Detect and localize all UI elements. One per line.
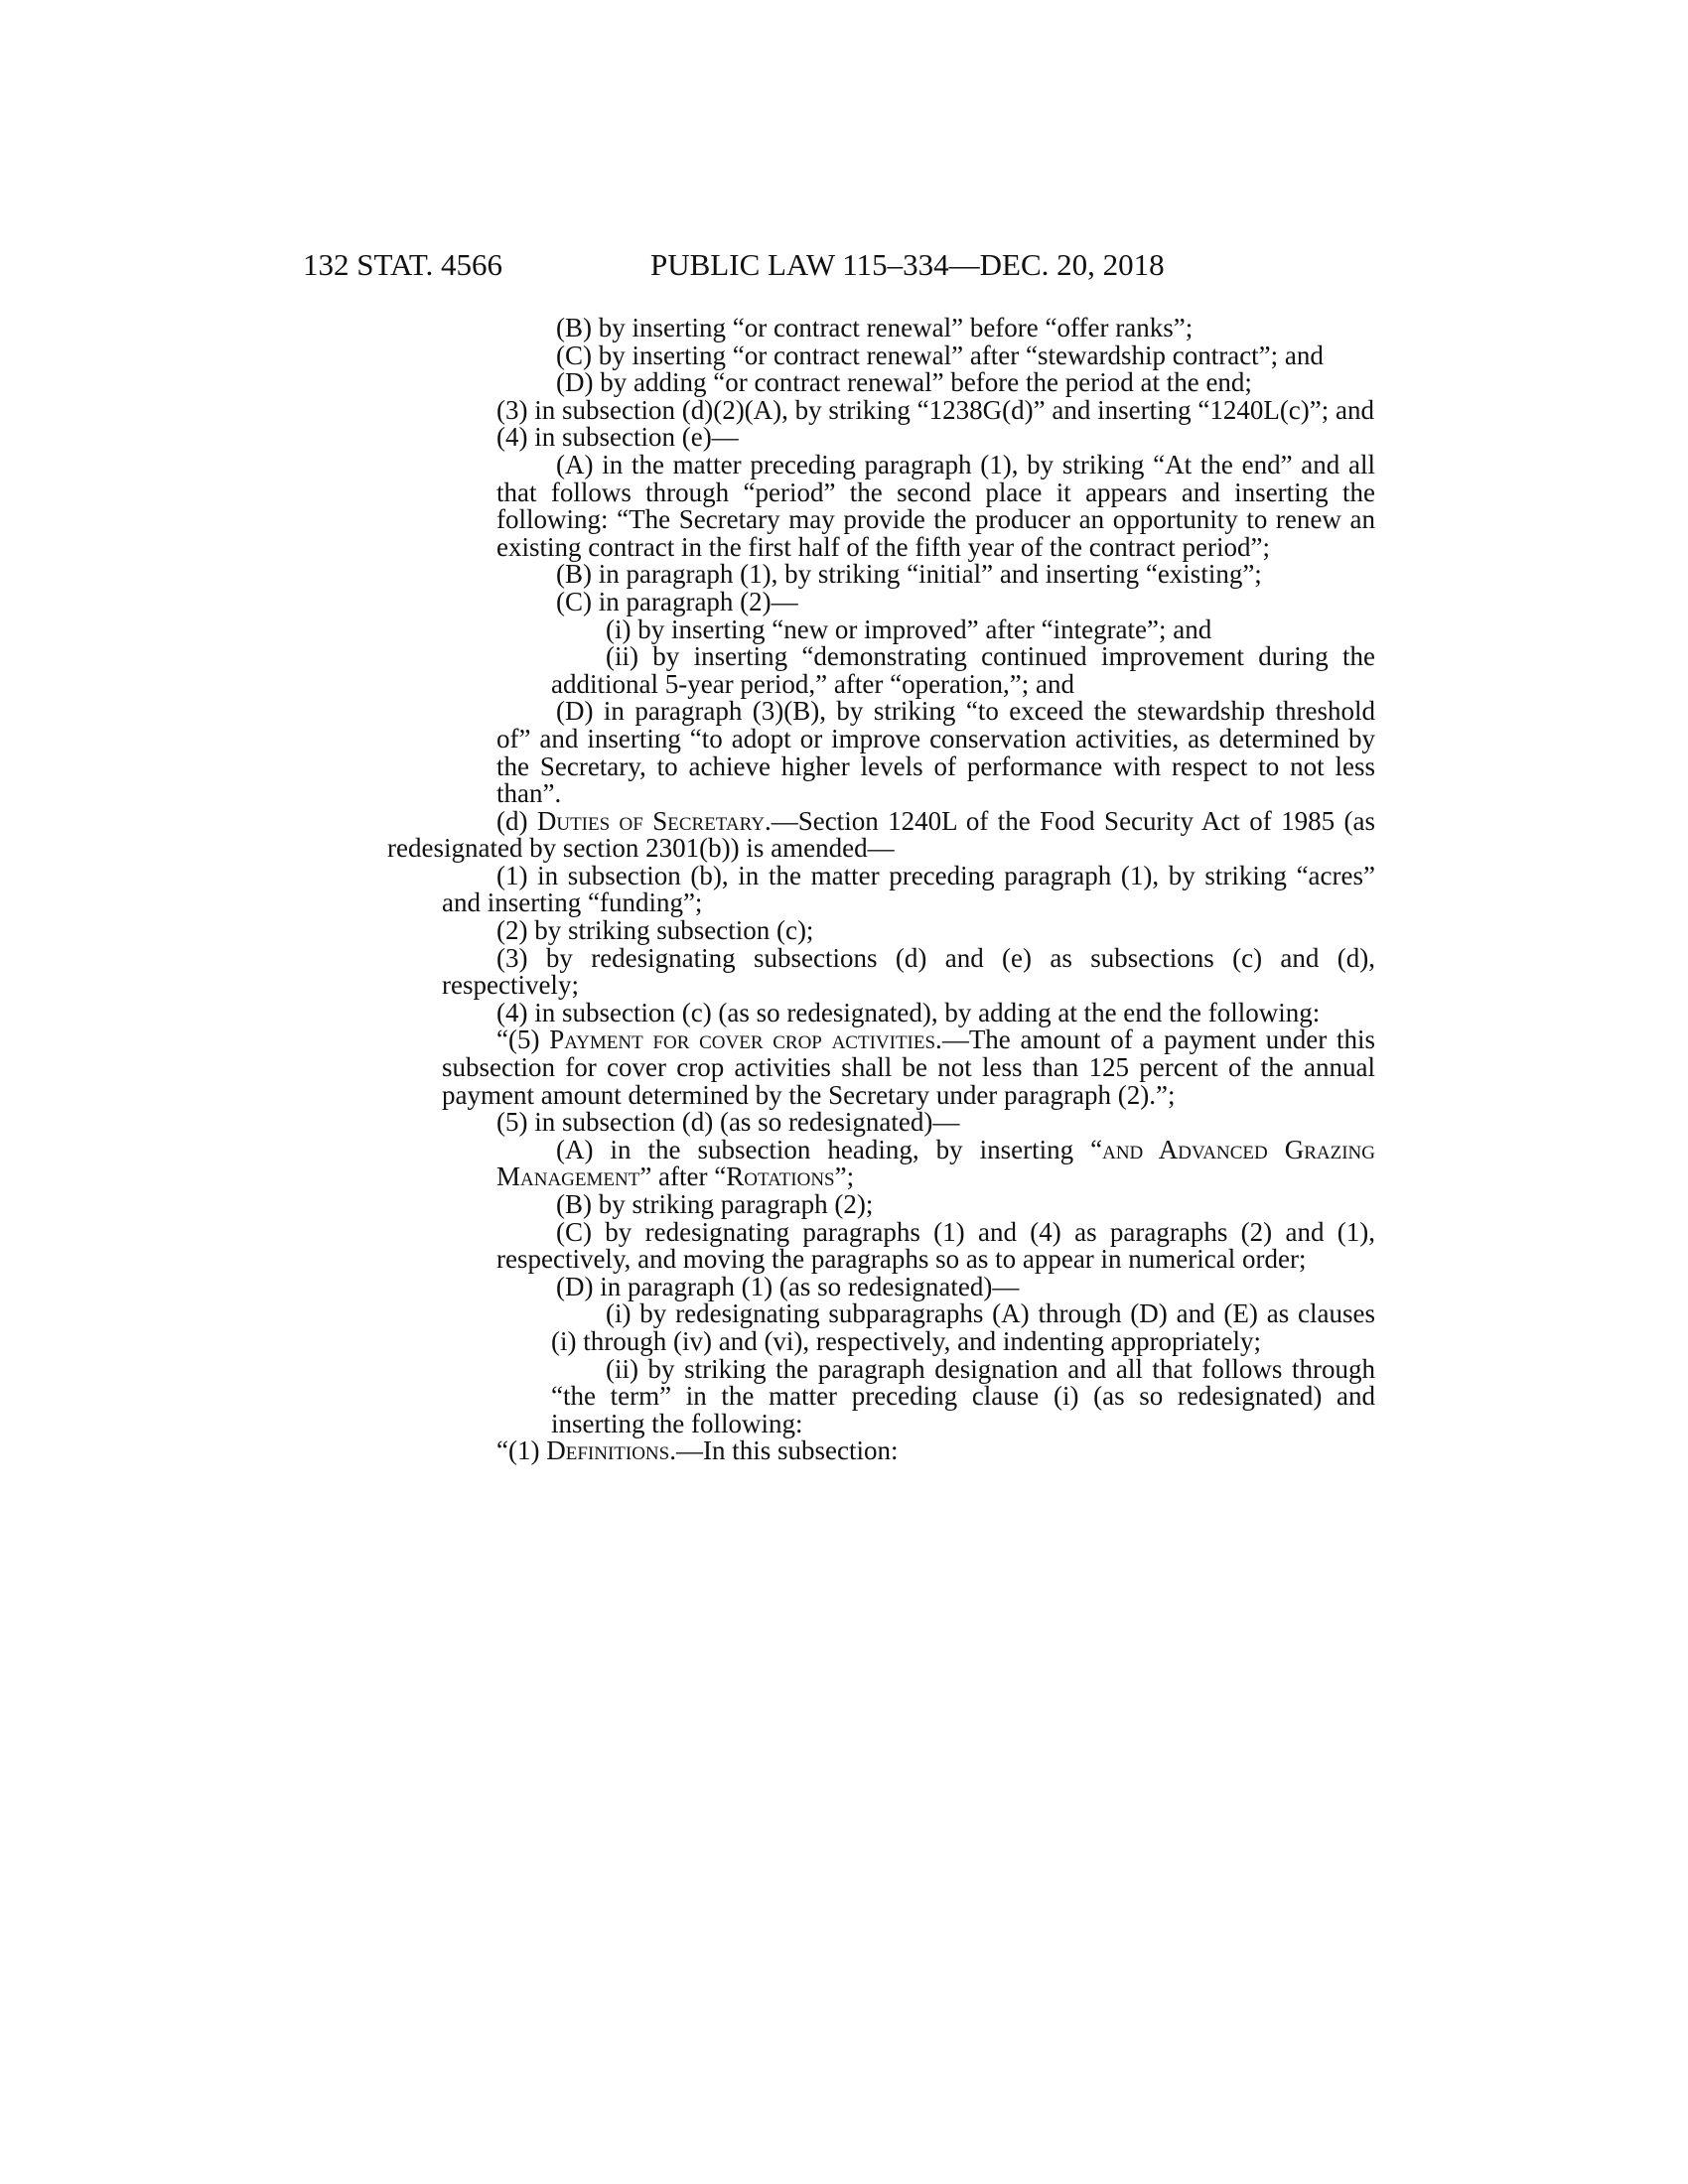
stat-citation: 132 STAT. 4566: [303, 247, 503, 282]
amendment-paragraph: (B) in paragraph (1), by striking “initial” and inserting “existing”;: [556, 559, 1262, 590]
amendment-paragraph: (B) by inserting “or contract renewal” before “offer ranks”;: [556, 313, 1194, 342]
amendment-paragraph: (4) in subsection (e)—: [496, 422, 739, 453]
amendment-paragraph: (4) in subsection (c) (as so redesignated), by adding at the end the following:: [496, 997, 1321, 1027]
amendment-paragraph: (C) by redesignating paragraphs (1) and (4) as paragraphs (2) and (1), respectively, and moving the paragraphs so as to appear in numerical order;: [496, 1216, 1375, 1275]
subsection-heading: Duties of Secretary.: [536, 805, 772, 836]
amendment-paragraph: (C) in paragraph (2)—: [556, 586, 798, 616]
amendment-paragraph: (ii) by inserting “demonstrating continued improvement during the additional 5-year period,” after “operation,”; and: [551, 641, 1375, 699]
inserted-paragraph: “(5) Payment for cover crop activities.—The amount of a payment under this subsection for cover crop activities shall be not less than 125 percent of the annual payment amount determined by the Secretary under paragraph (2).”;: [442, 1024, 1375, 1110]
amendment-paragraph: (1) in subsection (b), in the matter preceding paragraph (1), by striking “acres” and inserting “funding”;: [442, 860, 1375, 918]
amendment-paragraph: (3) by redesignating subsections (d) and (e) as subsections (c) and (d), respectively;: [442, 942, 1375, 1001]
amendment-paragraph: (2) by striking subsection (c);: [496, 915, 814, 946]
inserted-paragraph: “(1) Definitions.—In this subsection:: [496, 1435, 899, 1466]
amendment-paragraph: (ii) by striking the paragraph designation and all that follows through “the term” in the matter preceding clause (i) (as so redesignated) and inserting the following:: [551, 1353, 1375, 1438]
amendment-paragraph: (D) in paragraph (3)(B), by striking “to exceed the stewardship threshold of” and inserting “to adopt or improve conservation activities, as determined by the Secretary, to achieve higher levels of performance with respect to not less than”.: [496, 696, 1375, 809]
statute-body: [387, 313, 1375, 1466]
amendment-paragraph: (A) in the matter preceding paragraph (1), by striking “At the end” and all that follows through “period” the second place it appears and inserting the following: “The Secretary may provide the producer an opportunity to renew an existing contract in the first half of the fifth year of the contract period”;: [496, 449, 1375, 562]
subsection-d: (d) Duties of Secretary.—Section 1240L of the Food Security Act of 1985 (as redesignated by section 2301(b)) is amended—: [387, 805, 1375, 864]
amendment-paragraph: (3) in subsection (d)(2)(A), by striking “1238G(d)” and inserting “1240L(c)”; and: [496, 394, 1374, 425]
amendment-paragraph: (i) by inserting “new or improved” after “integrate”; and: [606, 614, 1212, 644]
amendment-paragraph: (i) by redesignating subparagraphs (A) through (D) and (E) as clauses (i) through (iv) and (vi), respectively, and indenting appropriately;: [551, 1298, 1375, 1356]
paragraph-heading: Payment for cover crop activities.: [549, 1024, 942, 1055]
page-header: [0, 245, 1688, 285]
amendment-paragraph: (D) in paragraph (1) (as so redesignated)—: [556, 1271, 1020, 1301]
amendment-paragraph: (A) in the subsection heading, by inserting “and Advanced Grazing Management” after “Rotations”;: [496, 1134, 1375, 1192]
amendment-paragraph: (D) by adding “or contract renewal” before the period at the end;: [556, 367, 1252, 398]
amendment-paragraph: (5) in subsection (d) (as so redesignated)—: [496, 1107, 960, 1138]
amendment-paragraph: (B) by striking paragraph (2);: [556, 1189, 874, 1219]
public-law-title: PUBLIC LAW 115–334—DEC. 20, 2018: [650, 247, 1165, 282]
paragraph-heading: Definitions.: [546, 1435, 676, 1466]
amendment-paragraph: (C) by inserting “or contract renewal” after “stewardship contract”; and: [556, 340, 1324, 370]
